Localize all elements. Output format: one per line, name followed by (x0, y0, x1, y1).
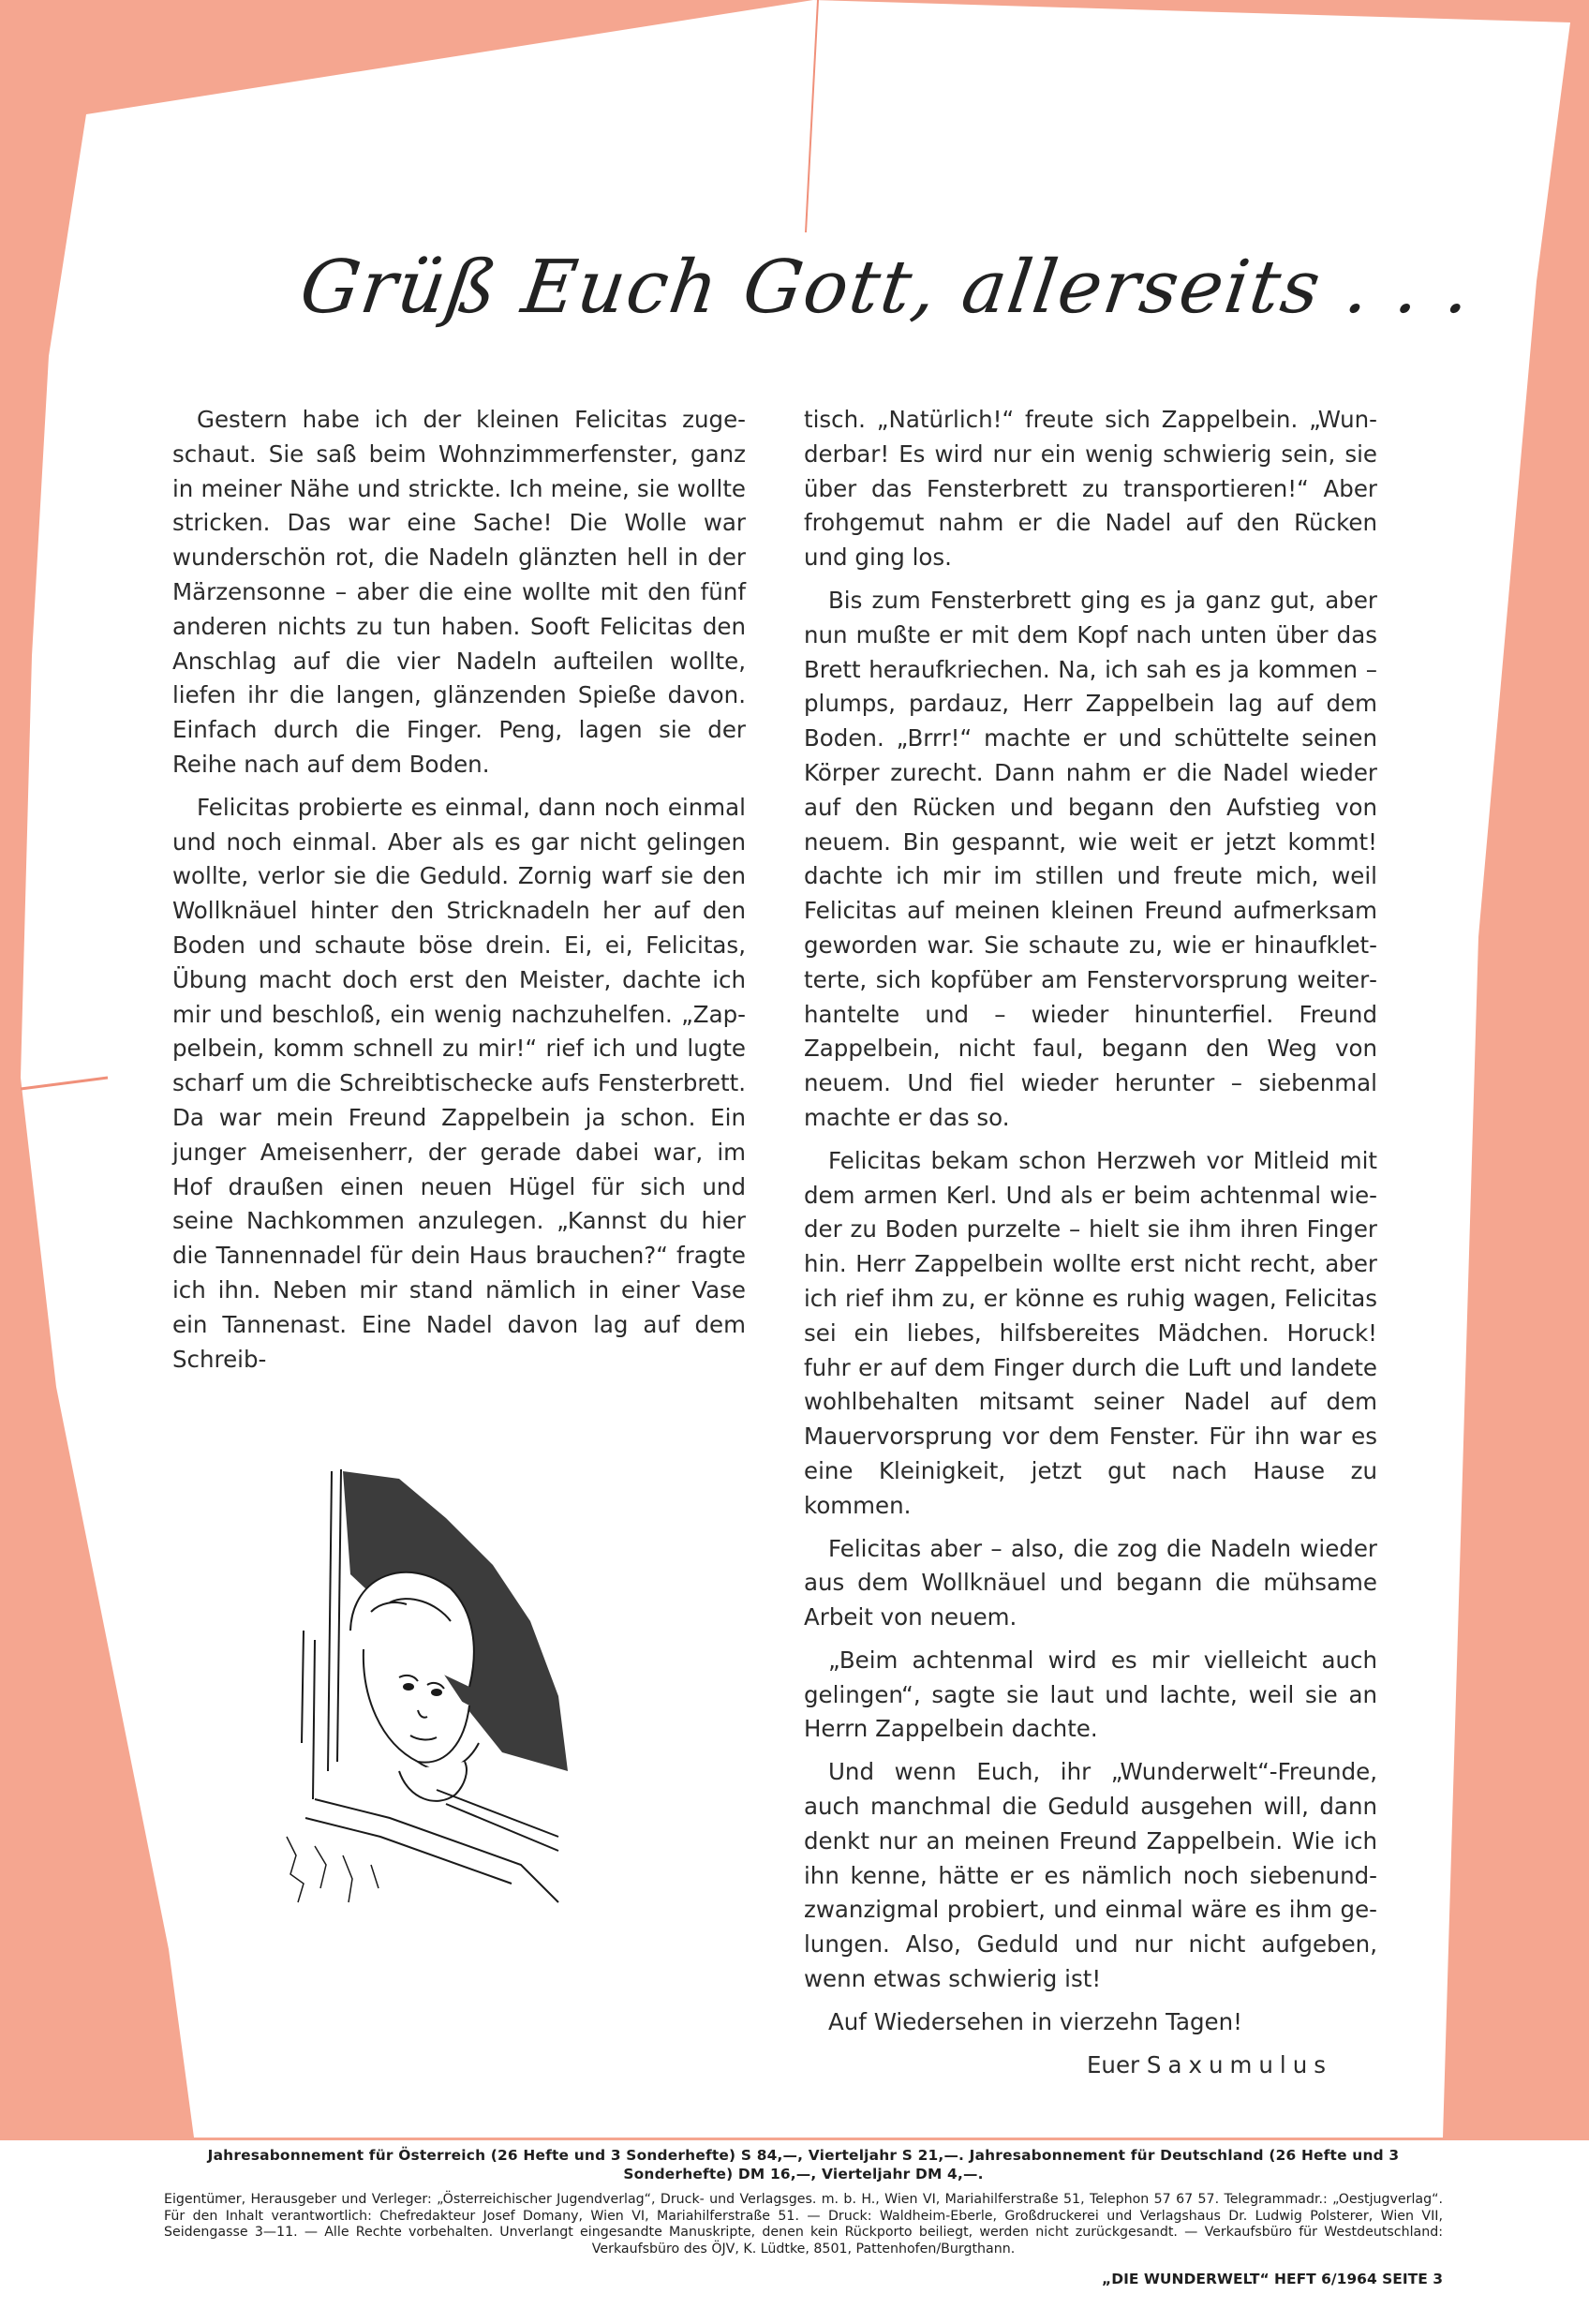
paragraph: Felicitas aber – also, die zog die Nadeln wieder aus dem Wollknäuel und begann die mühsame Arbeit von neuem. (804, 1534, 1377, 1631)
paragraph: Felicitas bekam schon Herzweh vor Mitleid mit dem armen Kerl. Und als er beim achtenmal wieder zu Boden purzelte – hielt sie ihm ihren Finger hin. Herr Zappelbein wollte erst nicht recht, aber ich rief ihm zu, er könne es ruhig wagen, Felicitas sei ein liebes, hilfsbereites Mädchen. Horuck! fuhr er auf dem Finger durch die Luft und landete wohlbehalten mitsamt seiner Nadel auf dem Mauervorsprung vor dem Fenster. Für ihn war es eine Kleinigkeit, jetzt gut nach Hause zu kommen. (804, 1146, 1377, 1519)
girl-at-window-illustration-icon (277, 1462, 577, 1912)
left-column (172, 403, 746, 1385)
signature (804, 2048, 1377, 2083)
subscription-info: Jahresabonnement für Österreich (26 Hefte und 3 Sonderhefte) S 84,—, Vierteljahr S 21,—. Jahresabonnement für Deutschland (26 Hefte und 3 Sonderhefte) DM 16,—, Vierteljahr DM 4,—. (207, 2147, 1400, 2182)
farewell: Auf Wiedersehen in vierzehn Tagen! (828, 2007, 1242, 2035)
signature-prefix: Euer (1086, 2050, 1140, 2078)
paragraph: „Beim achtenmal wird es mir vielleicht auch gelingen“, sagte sie laut und lachte, weil sie an Herrn Zappelbein dachte. (804, 1646, 1377, 1743)
issue-page-label: „DIE WUNDERWELT“ HEFT 6/1964 SEITE 3 (1102, 2271, 1443, 2287)
paragraph: tisch. „Natürlich!“ freute sich Zappelbein. „Wunderbar! Es wird nur ein wenig schwierig sein, sie über das Fensterbrett zu transportieren!“ Aber frohgemut nahm er die Nadel auf den Rücken und ging los. (804, 406, 1377, 572)
imprint-info: Eigentümer, Herausgeber und Verleger: „Österreichischer Jugendverlag“, Druck- und Verlagsges. m. b. H., Wien VI, Mariahilferstraße 51, Telephon 57 67 57. Telegrammadr.: „Oestjugverlag“. Für den Inhalt verantwortlich: Chefredakteur Josef Domany, Wien VI, Mariahilferstraße 51. — Druck: Waldheim-Eberle, Großdruckerei und Verlagshaus Dr. Ludwig Polsterer, Wien VII, Seidengasse 3—11. — Alle Rechte vorbehalten. Unverlangt eingesandte Manuskripte, denen kein Rückporto beiliegt, werden nicht zurückgesandt. — Verkaufsbüro für Westdeutschland: Verkaufsbüro des ÖJV, K. Lüdtke, 8501, Pattenhofen/Burgthann. (164, 2192, 1443, 2257)
publication-footer (164, 2146, 1443, 2287)
signature-name: Saxumulus (1146, 2050, 1332, 2078)
paragraph: Gestern habe ich der kleinen Felicitas zugeschaut. Sie saß beim Wohnzimmerfenster, ganz in meiner Nähe und strickte. Ich meine, sie wollte stricken. Das war eine Sache! Die Wolle war wunderschön rot, die Nadeln glänzten hell in der Märzensonne – aber die eine wollte mit den fünf anderen nichts zu tun haben. Sooft Felicitas den Anschlag auf die vier Nadeln aufteilen wollte, liefen ihr die langen, glänzenden Spieße davon. Einfach durch die Finger. Peng, lagen sie der Reihe nach auf dem Boden. (172, 406, 746, 778)
paragraph: Felicitas probierte es einmal, dann noch einmal und noch einmal. Aber als es gar nicht gelingen wollte, verlor sie die Geduld. Zornig warf sie den Wollknäuel hinter den Stricknadeln her auf den Boden und schaute böse drein. Ei, ei, Felicitas, Übung macht doch erst den Meister, dachte ich mir und beschloß, ein wenig nachzuhelfen. „Zappelbein, komm schnell zu mir!“ rief ich und lugte scharf um die Schreibtischecke aufs Fensterbrett. Da war mein Freund Zappelbein ja schon. Ein junger Ameisenherr, der gerade dabei war, im Hof draußen einen neuen Hügel für sich und seine Nachkommen anzulegen. „Kannst du hier die Tannennadel für dein Haus brauchen?“ fragte ich ihn. Neben mir stand nämlich in einer Vase ein Tannenast. Eine Nadel davon lag auf dem Schreib- (172, 793, 746, 1373)
page-title: Grüß Euch Gott, allerseits . . . (295, 246, 1478, 330)
paragraph: Und wenn Euch, ihr „Wunderwelt“-Freunde, auch manchmal die Geduld ausgehen will, dann denkt nur an meinen Freund Zappelbein. Wie ich ihn kenne, hätte er es nämlich noch siebenundzwanzigmal probiert, und einmal wäre es ihm gelungen. Also, Geduld und nur nicht aufgeben, wenn etwas schwierig ist! (804, 1758, 1377, 1993)
paragraph: Bis zum Fensterbrett ging es ja ganz gut, aber nun mußte er mit dem Kopf nach unten über das Brett heraufkriechen. Na, ich sah es ja kommen – plumps, pardauz, Herr Zappelbein lag auf dem Boden. „Brrr!“ machte er und schüttelte seinen Körper zurecht. Dann nahm er die Nadel wieder auf den Rücken und begann den Aufstieg von neuem. Bin gespannt, wie weit er jetzt kommt! dachte ich mir im stillen und freute mich, weil Felicitas auf meinen kleinen Freund aufmerksam geworden war. Sie schaute zu, wie er hinaufkletterte, sich kopfüber am Fenstervorsprung weiterhantelte und – wieder hinunterfiel. Freund Zappelbein, nicht faul, begann den Weg von neuem. Und fiel wieder herunter – siebenmal machte er das so. (804, 586, 1377, 1131)
right-column (804, 403, 1377, 2091)
